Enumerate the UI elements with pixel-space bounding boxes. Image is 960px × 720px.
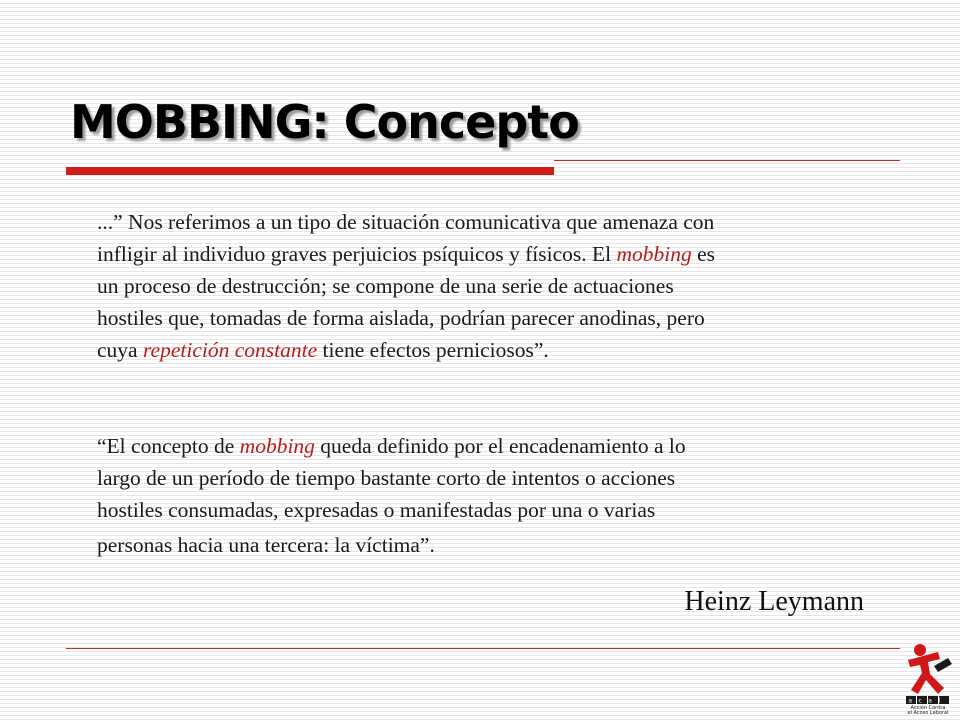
text-line <box>97 494 857 526</box>
slide-title: MOBBING: Concepto <box>70 95 579 149</box>
footer-rule-line <box>66 648 900 649</box>
acal-figure-icon <box>900 640 956 704</box>
emphasized-term: mobbing <box>616 242 692 266</box>
text-line <box>97 430 857 462</box>
text-line <box>97 270 857 302</box>
emphasized-term: repetición constante <box>142 338 318 362</box>
text-line <box>97 206 857 238</box>
text-segment: infligir al individuo graves perjuicios psíquicos y físicos. El <box>97 242 617 266</box>
text-segment: hostiles consumadas, expresadas o manifestadas por una o varias <box>97 498 656 522</box>
logo-caption-line-1: Acción Contra <box>910 705 946 711</box>
title-underline-bar <box>66 167 554 175</box>
text-line <box>97 334 857 366</box>
title-rule-line <box>554 160 900 161</box>
text-segment: es <box>691 242 716 266</box>
logo-caption-line-2: el Acoso Laboral <box>907 710 949 716</box>
text-segment: queda definido por el encadenamiento a lo <box>314 434 686 458</box>
emphasized-term: mobbing <box>239 434 315 458</box>
svg-text:acal: acal <box>908 697 947 704</box>
acal-logo <box>900 640 956 716</box>
text-segment: cuya <box>97 338 143 362</box>
text-segment: tiene efectos perniciosos”. <box>317 338 549 362</box>
text-segment: hostiles que, tomadas de forma aislada, podrían parecer anodinas, pero <box>97 306 705 330</box>
acal-letter-boxes <box>906 696 949 704</box>
text-line <box>97 302 857 334</box>
text-segment: largo de un período de tiempo bastante corto de intentos o acciones <box>97 466 676 490</box>
text-segment: personas hacia una tercera: la víctima”. <box>97 533 435 557</box>
text-segment: ...” Nos referimos a un tipo de situación comunicativa que amenaza con <box>97 210 715 234</box>
quote-paragraph-1 <box>97 206 857 366</box>
quote-paragraph-2 <box>97 430 857 561</box>
text-segment: “El concepto de <box>97 434 240 458</box>
text-segment: un proceso de destrucción; se compone de una serie de actuaciones <box>97 274 674 298</box>
text-line <box>97 529 857 561</box>
text-line <box>97 238 857 270</box>
author-attribution: Heinz Leymann <box>684 586 864 617</box>
text-line <box>97 462 857 494</box>
